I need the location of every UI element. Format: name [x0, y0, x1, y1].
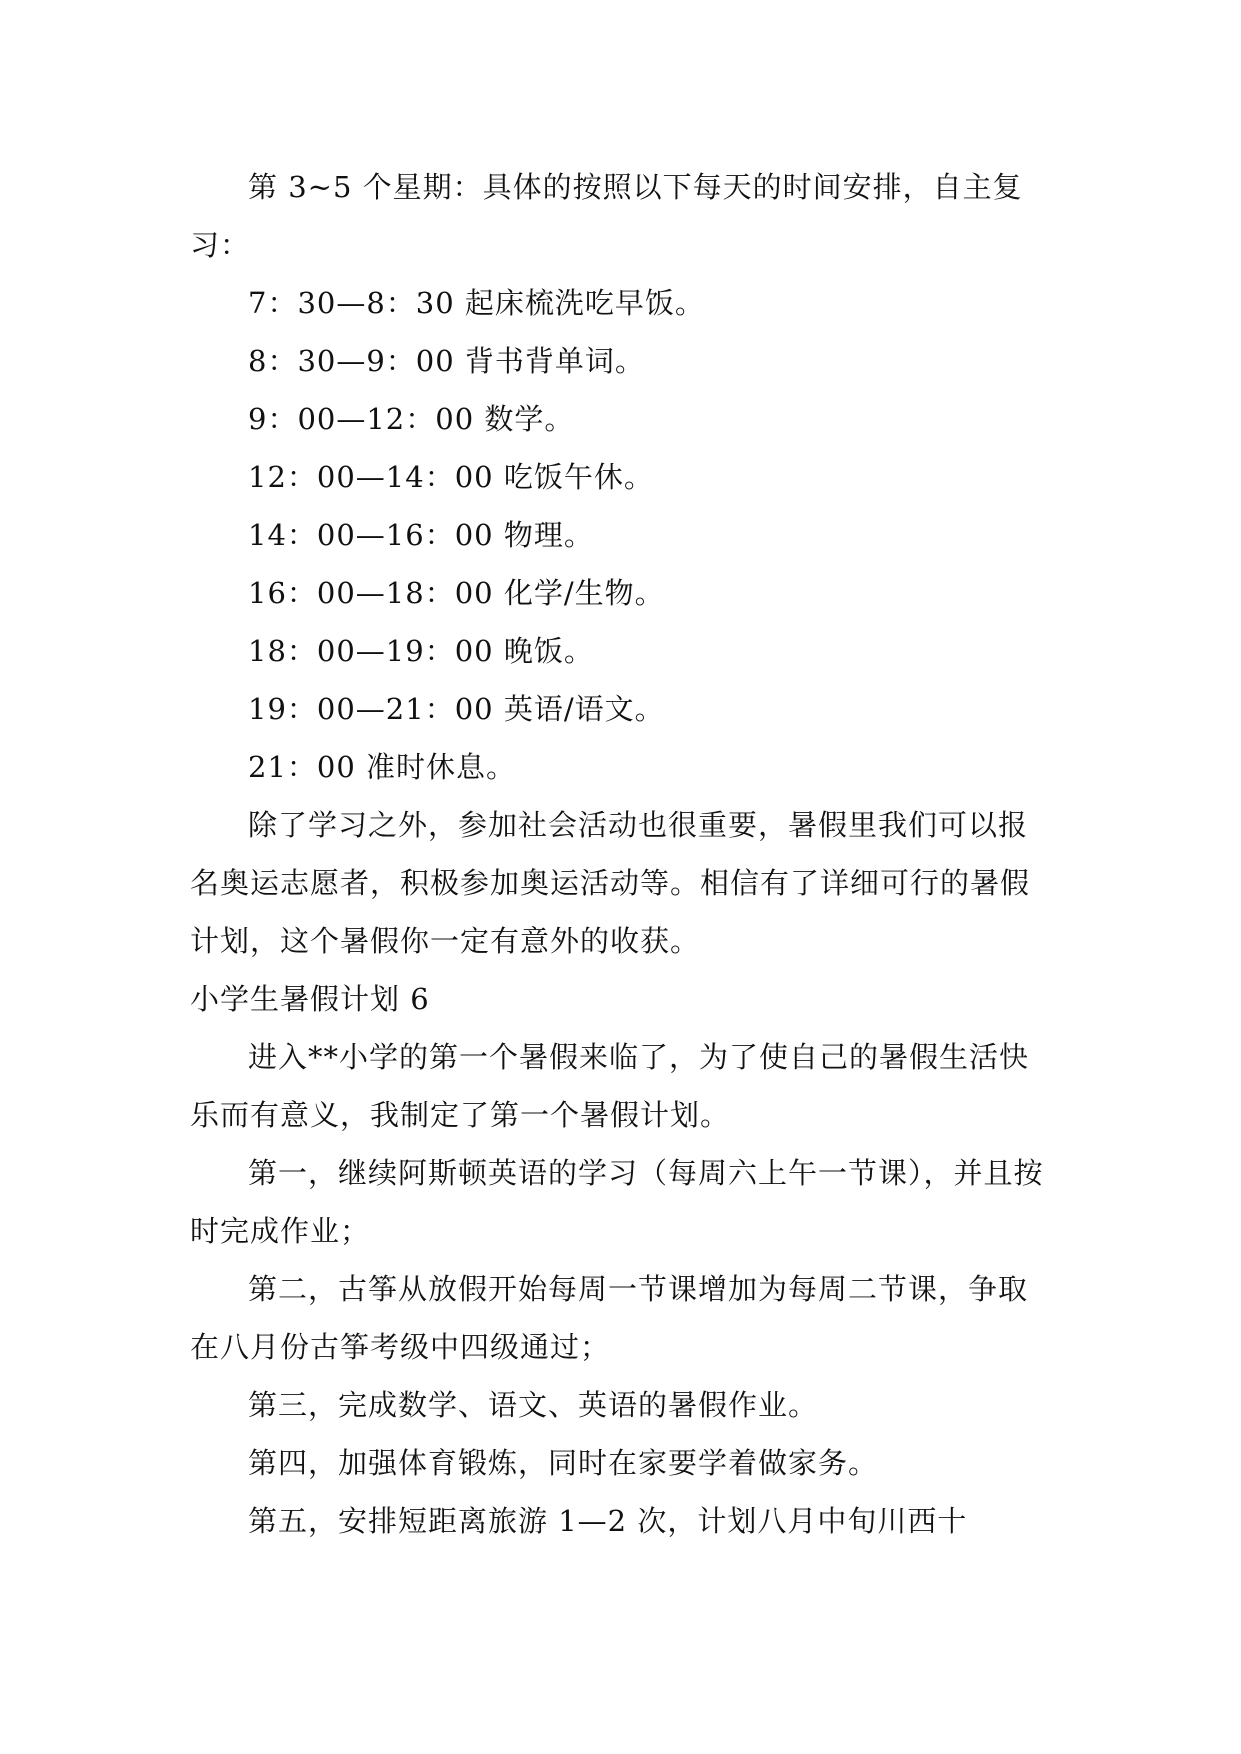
schedule-item-chemistry-biology: 16：00—18：00 化学/生物。 [248, 576, 665, 610]
plan-item-third: 第三，完成数学、语文、英语的暑假作业。 [248, 1388, 819, 1422]
plan-item-fourth: 第四，加强体育锻炼，同时在家要学着做家务。 [248, 1446, 879, 1480]
plan-item-first: 第一，继续阿斯顿英语的学习（每周六上午一节课），并且按时完成作业； [190, 1156, 1044, 1248]
schedule-item-english-chinese: 19：00—21：00 英语/语文。 [248, 692, 665, 726]
document-body [190, 158, 1050, 1550]
schedule-item-recite: 8：30—9：00 背书背单词。 [248, 344, 645, 378]
plan-item-fifth: 第五，安排短距离旅游 1—2 次，计划八月中旬川西十 [248, 1504, 968, 1538]
schedule-item-lunch: 12：00—14：00 吃饭午休。 [248, 460, 654, 494]
schedule-item-physics: 14：00—16：00 物理。 [248, 518, 594, 552]
schedule-item-rest: 21：00 准时休息。 [248, 750, 517, 784]
paragraph-plan-intro: 进入**小学的第一个暑假来临了，为了使自己的暑假生活快乐而有意义，我制定了第一个暑假计划。 [190, 1040, 1030, 1132]
schedule-item-dinner: 18：00—19：00 晚饭。 [248, 634, 594, 668]
schedule-item-wake-up: 7：30—8：30 起床梳洗吃早饭。 [248, 286, 705, 320]
plan-item-second: 第二，古筝从放假开始每周一节课增加为每周二节课，争取在八月份古筝考级中四级通过； [190, 1272, 1029, 1364]
section-heading: 小学生暑假计划 6 [190, 982, 430, 1016]
schedule-item-math: 9：00—12：00 数学。 [248, 402, 575, 436]
paragraph-week-schedule-intro: 第 3~5 个星期：具体的按照以下每天的时间安排，自主复习： [190, 170, 1023, 262]
paragraph-social-activities: 除了学习之外，参加社会活动也很重要，暑假里我们可以报名奥运志愿者，积极参加奥运活动等。相信有了详细可行的暑假计划，这个暑假你一定有意外的收获。 [190, 808, 1031, 958]
